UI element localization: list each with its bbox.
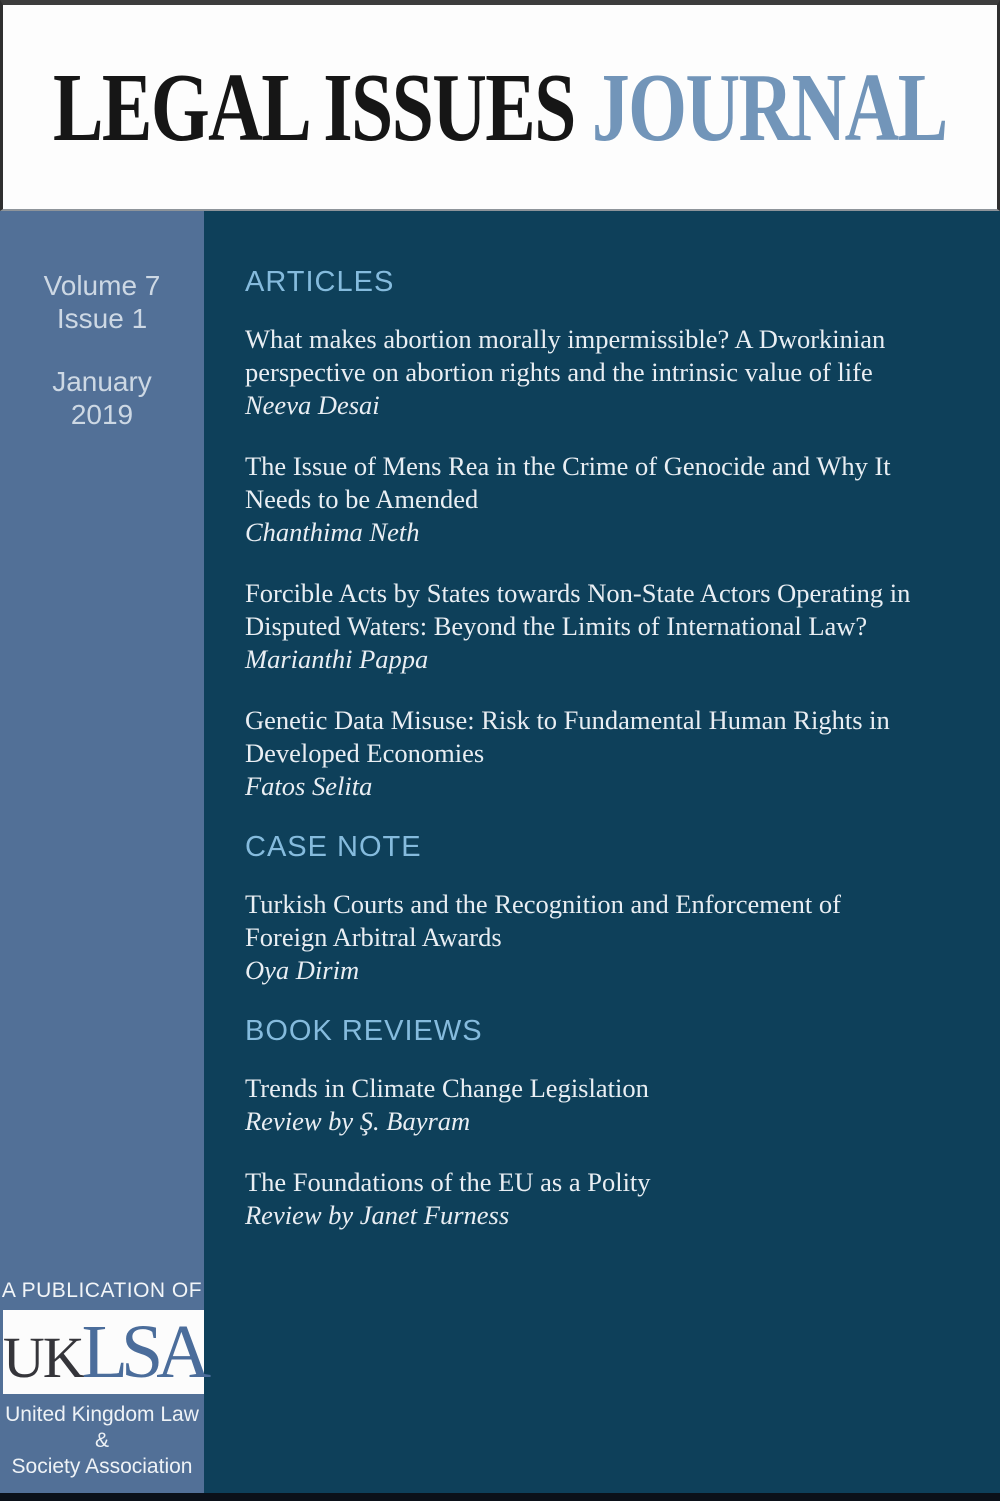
month-label: January	[52, 366, 152, 397]
article-title: What makes abortion morally impermissible? A Dworkinian perspective on abortion rights and the intrinsic value of life	[245, 324, 886, 387]
association-name-line1: United Kingdom Law &	[5, 1403, 199, 1452]
toc-item	[245, 1166, 917, 1232]
publication-of-label: A PUBLICATION OF	[1, 1279, 203, 1302]
association-name-line2: Society Association	[11, 1455, 193, 1478]
issue-sidebar	[0, 211, 204, 1493]
toc-item	[245, 704, 917, 803]
toc-item	[245, 577, 917, 676]
journal-title	[53, 53, 947, 161]
table-of-contents	[204, 211, 1000, 1493]
toc-item	[245, 1072, 917, 1138]
issue-info	[0, 211, 204, 431]
article-author: Fatos Selita	[245, 771, 373, 801]
bottom-bar	[0, 1493, 1000, 1501]
section-articles	[245, 266, 950, 803]
article-title: Genetic Data Misuse: Risk to Fundamental Human Rights in Developed Economies	[245, 705, 890, 768]
article-title: The Issue of Mens Rea in the Crime of Genocide and Why It Needs to be Amended	[245, 451, 891, 514]
section-case-note	[245, 831, 950, 987]
article-author: Neeva Desai	[245, 390, 380, 420]
uklsa-logo-uk: UK	[2, 1325, 83, 1390]
section-heading-book-reviews: BOOK REVIEWS	[245, 1015, 483, 1047]
toc-item	[245, 450, 917, 549]
association-name	[0, 1402, 204, 1480]
book-review-author: Review by Ş. Bayram	[245, 1106, 471, 1136]
article-author: Chanthima Neth	[245, 517, 420, 547]
toc-item	[245, 323, 917, 422]
book-review-title: The Foundations of the EU as a Polity	[245, 1167, 651, 1197]
journal-title-journal: JOURNAL	[592, 53, 947, 161]
toc-item	[245, 888, 917, 987]
volume-label: Volume 7	[43, 270, 161, 301]
uklsa-logo-lsa: LSA	[81, 1310, 205, 1394]
uklsa-logo	[3, 1310, 204, 1394]
case-note-author: Oya Dirim	[245, 955, 360, 985]
case-note-title: Turkish Courts and the Recognition and Enforcement of Foreign Arbitral Awards	[245, 889, 841, 952]
article-author: Marianthi Pappa	[245, 644, 429, 674]
journal-title-legal-issues: LEGAL ISSUES	[53, 53, 575, 161]
section-book-reviews	[245, 1015, 950, 1232]
masthead-banner	[0, 0, 1000, 211]
book-review-author: Review by Janet Furness	[245, 1200, 510, 1230]
section-heading-case-note: CASE NOTE	[245, 831, 422, 863]
issue-spacer	[0, 335, 204, 365]
publisher-block	[0, 1279, 204, 1480]
year-label: 2019	[70, 399, 134, 430]
cover-body	[0, 211, 1000, 1493]
issue-label: Issue 1	[56, 303, 148, 334]
section-heading-articles: ARTICLES	[245, 266, 395, 298]
article-title: Forcible Acts by States towards Non-State Actors Operating in Disputed Waters: Beyond the Limits of International Law?	[245, 578, 911, 641]
book-review-title: Trends in Climate Change Legislation	[245, 1073, 649, 1103]
